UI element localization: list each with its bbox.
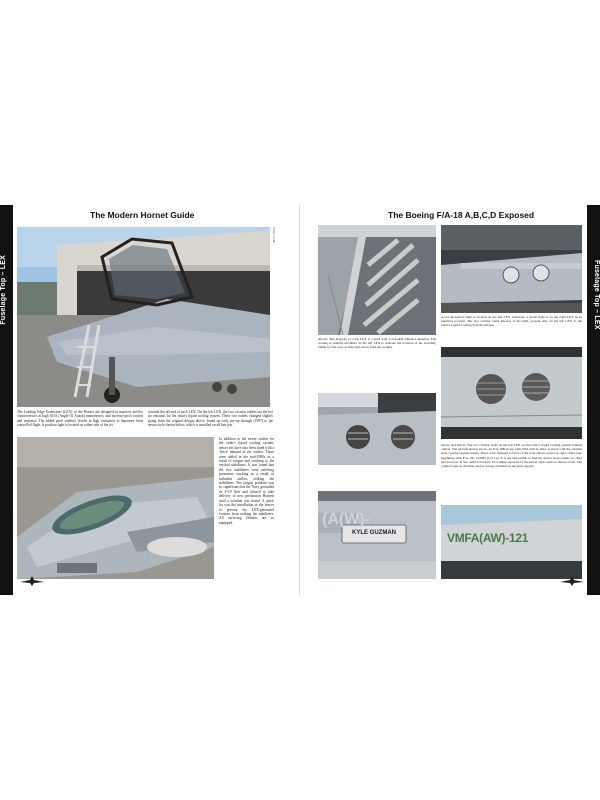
left-page-header: The Modern Hornet Guide bbox=[90, 210, 195, 220]
left-side-tab-label: Fuselage Top – LEX bbox=[0, 255, 7, 325]
hornet-top-view-photo bbox=[17, 437, 214, 579]
left-body-column-2: towards the aft end of each LEX. On the left LEX, the two circular outlets are the hot air exhausts for the radar's liquid cooling system. These two outlets changed slightly going from the original design, above, found on early pre-up through (1997) to the newer style shown below, which is installed on all late jets. bbox=[148, 410, 273, 428]
magazine-spread bbox=[0, 205, 600, 595]
photo-credit: Photo credit bbox=[272, 227, 276, 244]
caption-navigation-light: A red navigation light is located on the left LEX. Likewise, a green light is on the right LEX in an identical location. The two circular vents inboard of the light, present only on the left LEX, is the radar's Liquid Cooling System exhaust. bbox=[441, 315, 582, 328]
publisher-logo-icon bbox=[20, 573, 44, 591]
squadron-marking-photo bbox=[441, 505, 582, 579]
right-page bbox=[300, 205, 600, 595]
cooling-vents-closeup-photo bbox=[441, 347, 582, 439]
caption-cooling-vents: Above and below: The two circular vents on the left LEX are the radar's liquid cooling system exhaust outlets. The aircraft shown above, an F/A-18B in use with VFA-106 in 2012, is fitted with the original style cooling system outlets. These were changed to favor of the style shown at the top right of the page beginning with F/A-18C 163985 (Lot 12). It is not impossible to find the newer style outlets on older jets however. If one outlet is broken, it is simply replaced by the newer style, such as shown at left. The original style is obsolete, and no longer available in the parts supply. bbox=[441, 443, 582, 469]
right-side-tab bbox=[587, 205, 600, 595]
left-body-column-3: In addition to the newer outlets for the radar's liquid cooling system, newer jets have also been fitted with a 'fence' inboard of the outlets. These were added in the mid-1980s as a result of fatigue and cracking to the vertical stabilizers. It was found that the two stabilizers were suffering premature cracking as a result of turbulent airflow striking the stabilizers. The fatigue problem was so significant that the Navy grounded its F-18 fleet and refused to take delivery of new production Hornets until a solution was found. A quick fix was the installation of the fences to prevent the LEX-generated vortices from striking the stabilizers. All surviving Hornets are so equipped. bbox=[219, 437, 274, 525]
right-page-header: The Boeing F/A-18 A,B,C,D Exposed bbox=[388, 210, 535, 220]
caption-nonskid: Above: The majority of each LEX is coated with a non-skid adhesive material. The coating is suitably modified on the left LEX to indicate the location of the boarding ladder for the crew as they step down from the cockpit. bbox=[318, 337, 436, 350]
name-tag-photo bbox=[318, 491, 436, 579]
lex-nonskid-photo bbox=[318, 225, 436, 335]
cooling-vents-original-photo bbox=[318, 393, 436, 465]
hornet-cockpit-photo bbox=[17, 227, 270, 407]
left-body-column-1: The Leading Edge Extensions (LEX) of the Hornet are designed to improve airflow characteristics at high AOA (Angle Of Attack) manoeuvres, and increase pitch control and response. The added pitch stability results in high resistance to departure from controlled flight. A position light is located on either side of the jet. bbox=[17, 410, 143, 428]
pilot-name-tag: KYLE GUZMAN bbox=[352, 530, 396, 536]
left-page bbox=[0, 205, 300, 595]
squadron-marking-text: VMFA(AW)-121 bbox=[447, 531, 529, 545]
right-side-tab-label: Fuselage Top – LEX bbox=[593, 260, 600, 330]
publisher-logo-icon-right bbox=[560, 573, 584, 591]
navigation-light-photo bbox=[441, 225, 582, 313]
left-side-tab bbox=[0, 205, 13, 595]
tail-marking-ghost: (A(W)- bbox=[322, 511, 370, 528]
